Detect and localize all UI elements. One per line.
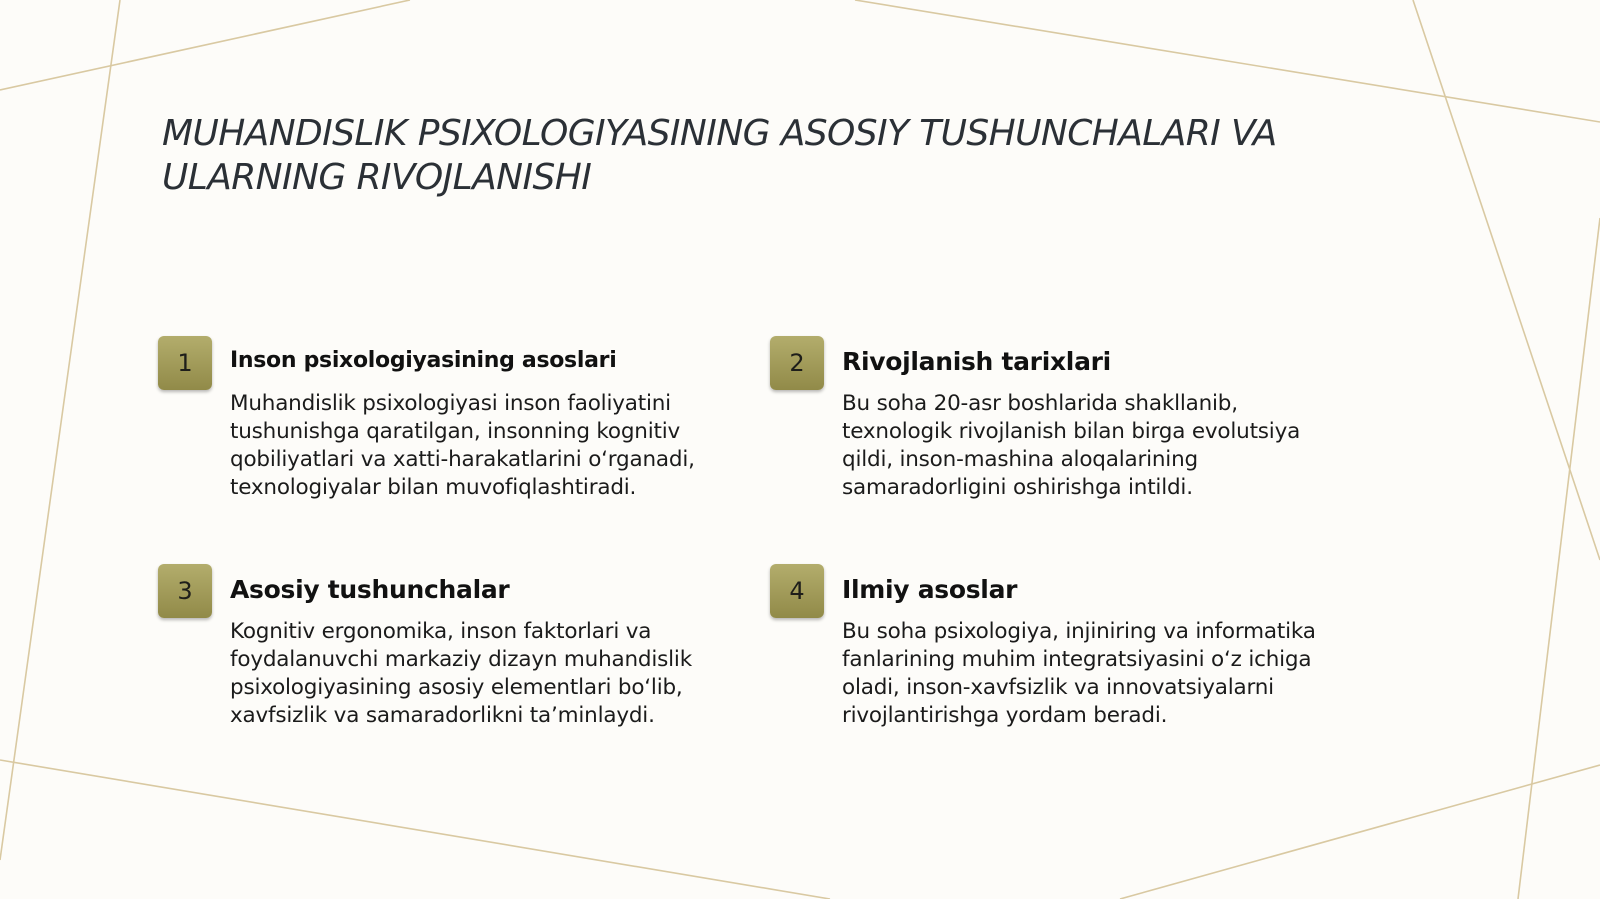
item-description [842,390,1362,502]
item-card-3 [158,564,758,744]
decorative-line [0,0,410,90]
item-description [230,618,750,730]
item-description-line: Kognitiv ergonomika, inson faktorlari va [230,619,652,644]
number-badge: 1 [158,336,212,390]
number-badge: 3 [158,564,212,618]
decorative-line [1413,0,1600,560]
item-card-2 [770,336,1370,516]
item-description-line: rivojlantirishga yordam beradi. [842,703,1168,728]
item-description-line: texnologik rivojlanish bilan birga evolutsiya [842,419,1301,444]
item-description [230,390,750,502]
item-description-line: xavfsizlik va samaradorlikni ta’minlaydi. [230,703,655,728]
item-description [842,618,1362,730]
item-description-line: foydalanuvchi markaziy dizayn muhandislik [230,647,692,672]
slide-title-line: MUHANDISLIK PSIXOLOGIYASINING ASOSIY TUSHUNCHALARI VA [162,113,1277,154]
item-description-line: Muhandislik psixologiyasi inson faoliyatini [230,391,671,416]
item-description-line: texnologiyalar bilan muvofiqlashtiradi. [230,475,637,500]
item-description-line: psixologiyasining asosiy elementlari bo‘lib, [230,675,683,700]
decorative-line [855,0,1600,122]
item-heading: Rivojlanish tarixlari [842,347,1111,376]
number-badge: 4 [770,564,824,618]
decorative-line [1518,218,1600,899]
item-card-1 [158,336,758,516]
decorative-line [0,0,120,860]
item-description-line: Bu soha psixologiya, injiniring va informatika [842,619,1316,644]
item-description-line: qildi, inson-mashina aloqalarining [842,447,1198,472]
slide-title [162,112,1412,200]
decorative-line [1120,765,1600,899]
item-description-line: tushunishga qaratilgan, insonning kognitiv [230,419,681,444]
number-badge: 2 [770,336,824,390]
item-description-line: qobiliyatlari va xatti-harakatlarini o‘rganadi, [230,447,695,472]
decorative-line [0,760,830,899]
slide-title-line: ULARNING RIVOJLANISHI [162,157,592,198]
item-heading: Inson psixologiyasining asoslari [230,348,617,373]
item-description-line: oladi, inson-xavfsizlik va innovatsiyalarni [842,675,1274,700]
item-description-line: samaradorligini oshirishga intildi. [842,475,1193,500]
item-description-line: Bu soha 20-asr boshlarida shakllanib, [842,391,1238,416]
item-heading: Ilmiy asoslar [842,575,1018,604]
item-card-4 [770,564,1370,744]
item-description-line: fanlarining muhim integratsiyasini o‘z ichiga [842,647,1312,672]
item-heading: Asosiy tushunchalar [230,575,510,604]
